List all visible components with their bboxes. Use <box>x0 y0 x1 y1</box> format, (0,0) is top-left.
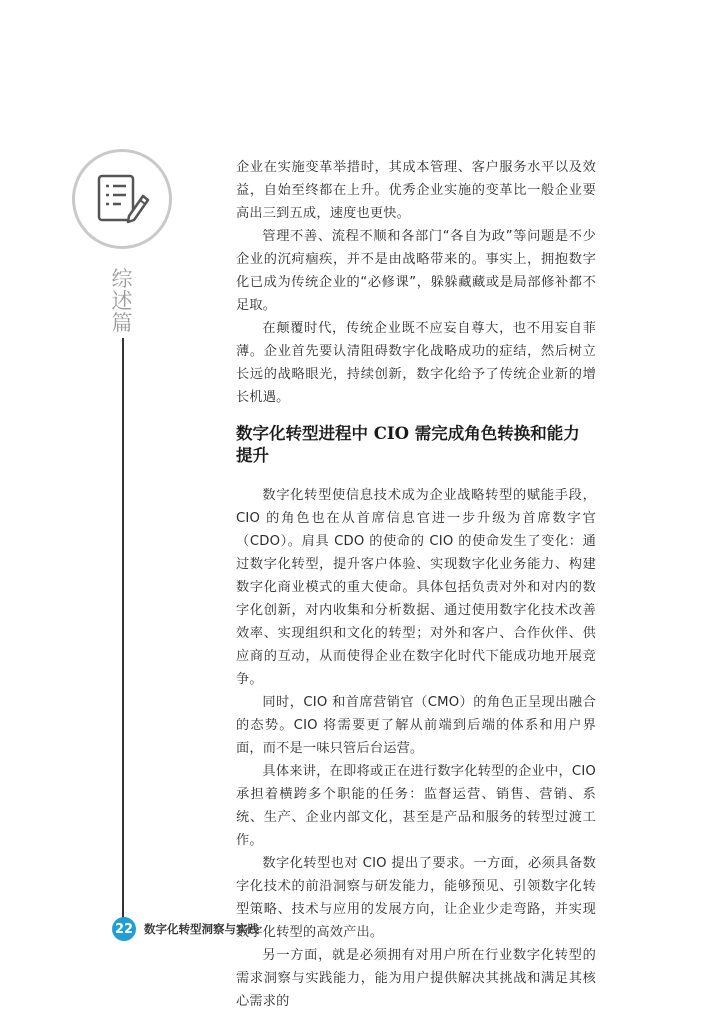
section-heading: 数字化转型进程中 CIO 需完成角色转换和能力提升 <box>236 424 580 465</box>
paragraph: 另一方面，就是必须拥有对用户所在行业数字化转型的需求洞察与实践能力，能为用户提供解决其挑战和满足其核心需求的 <box>236 948 596 1009</box>
section-title-char: 篇 <box>111 311 133 335</box>
book-title: 数字化转型洞察与实践 <box>144 922 259 936</box>
body-text <box>236 156 596 1013</box>
margin-rule <box>122 338 124 918</box>
paragraph: 数字化转型也对 CIO 提出了要求。一方面，必须具备数字化技术的前沿洞察与研发能力，能够预见、引领数字化转型策略、技术与应用的发展方向，让企业少走弯路，并实现数字化转型的高效产出。 <box>236 856 596 940</box>
section-title-char: 述 <box>111 289 133 313</box>
paragraph: 数字化转型使信息技术成为企业战略转型的赋能手段，CIO 的角色也在从首席信息官进一步升级为首席数字官（CDO）。肩具 CDO 的使命的 CIO 的使命发生了变化：通过数字化转型，提升客户体验、实现数字化业务能力、构建数字化商业模式的重大使命。具体包括负责对外和对内的数字化创新，对内收集和分析数据、通过使用数字化技术改善效率、实现组织和文化的转型；对外和客户、合作伙伴、供应商的互动，从而使得企业在数字化时代下能成功地开展竞争。 <box>236 488 596 687</box>
paragraph: 同时，CIO 和首席营销官（CMO）的角色正呈现出融合的态势。CIO 将需要更了解从前端到后端的体系和用户界面，而不是一味只管后台运营。 <box>236 695 596 756</box>
section-title-char: 综 <box>111 267 133 291</box>
paragraph: 具体来讲，在即将或正在进行数字化转型的企业中，CIO 承担着横跨多个职能的任务：监督运营、销售、营销、系统、生产、企业内部文化，甚至是产品和服务的转型过渡工作。 <box>236 764 596 848</box>
page-footer <box>112 917 259 941</box>
paragraph: 管理不善、流程不顺和各部门“各自为政”等问题是不少企业的沉疴痼疾，并不是由战略带来的。事实上，拥抱数字化已成为传统企业的“必修课”，躲躲藏藏或是局部修补都不足取。 <box>236 229 596 313</box>
document-pen-icon <box>95 172 151 228</box>
section-title <box>108 268 136 334</box>
section-icon-circle <box>72 149 172 249</box>
page-number-badge: 22 <box>112 917 136 941</box>
paragraph: 在颠覆时代，传统企业既不应妄自尊大，也不用妄自菲薄。企业首先要认清阻碍数字化战略成功的症结，然后树立长远的战略眼光，持续创新，数字化给予了传统企业新的增长机遇。 <box>236 321 596 405</box>
paragraph: 企业在实施变革举措时，其成本管理、客户服务水平以及效益，自始至终都在上升。优秀企业实施的变革比一般企业要高出三到五成，速度也更快。 <box>236 160 596 221</box>
